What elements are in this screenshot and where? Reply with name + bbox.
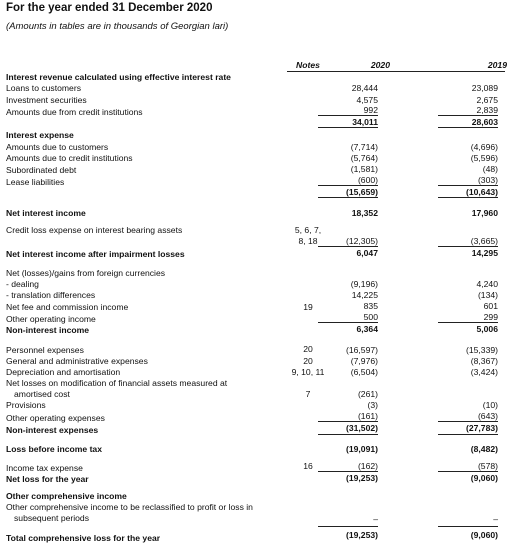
value-2020: 6,047 xyxy=(356,248,378,258)
subtotal-line xyxy=(438,421,498,422)
column-header-2020: 2020 xyxy=(370,60,390,70)
value-2019: 601 xyxy=(483,301,498,311)
row-label: Net interest income after impairment losses xyxy=(6,249,185,259)
value-2019: (4,696) xyxy=(470,142,498,152)
row-label: Depreciation and amortisation xyxy=(6,367,121,377)
note-ref: 9, 10, 11 xyxy=(291,367,325,377)
value-2020: (3) xyxy=(367,400,378,410)
value-2020: 500 xyxy=(363,312,378,322)
value-2019: (8,482) xyxy=(470,444,498,454)
row-label: Subordinated debt xyxy=(6,165,77,175)
value-2020: (7,714) xyxy=(350,142,378,152)
note-ref: 20 xyxy=(303,356,313,366)
value-2019: 23,089 xyxy=(471,83,498,93)
subtotal-line xyxy=(318,246,378,247)
amounts-note: (Amounts in tables are in thousands of Georgian lari) xyxy=(6,21,229,32)
value-2020: (12,305) xyxy=(345,236,378,246)
value-2019: (3,424) xyxy=(470,367,498,377)
subtotal-line xyxy=(438,115,498,116)
value-2019: 17,960 xyxy=(471,208,498,218)
row-label: Other operating income xyxy=(6,314,96,324)
value-2020: (31,502) xyxy=(345,423,378,433)
value-2019: (48) xyxy=(482,164,498,174)
value-2020: 835 xyxy=(363,301,378,311)
value-2020: 14,225 xyxy=(351,290,378,300)
value-2020: 4,575 xyxy=(356,95,378,105)
value-2020: (15,659) xyxy=(345,187,378,197)
value-2020: (6,504) xyxy=(350,367,378,377)
value-2019: (5,596) xyxy=(470,153,498,163)
note-ref: 7 xyxy=(305,389,311,399)
value-2019: (9,060) xyxy=(470,530,498,540)
value-2020: (19,091) xyxy=(345,444,378,454)
value-2019: (15,339) xyxy=(465,345,498,355)
subtotal-line xyxy=(438,185,498,186)
value-2019: (8,367) xyxy=(470,356,498,366)
value-2019: (3,665) xyxy=(470,236,498,246)
value-2020: 18,352 xyxy=(351,208,378,218)
value-2020: 6,364 xyxy=(356,324,378,334)
value-2019: – xyxy=(493,514,498,524)
value-2019: (10) xyxy=(482,400,498,410)
value-2020: (19,253) xyxy=(345,530,378,540)
value-2019: 4,240 xyxy=(476,279,498,289)
row-label: General and administrative expenses xyxy=(6,356,148,366)
row-label: Income tax expense xyxy=(6,463,83,473)
row-label: Other comprehensive income to be reclassified to profit or loss in xyxy=(6,502,253,512)
row-label: - dealing xyxy=(6,279,39,289)
value-2020: (161) xyxy=(357,411,378,421)
value-2020: (9,196) xyxy=(350,279,378,289)
value-2019: 2,675 xyxy=(476,95,498,105)
row-label: - translation differences xyxy=(6,290,96,300)
row-label: subsequent periods xyxy=(14,513,90,523)
header-underline xyxy=(287,71,505,72)
row-label: Other comprehensive income xyxy=(6,491,127,501)
row-label: Personnel expenses xyxy=(6,345,84,355)
statement-title: For the year ended 31 December 2020 xyxy=(6,2,213,14)
value-2020: (1,581) xyxy=(350,164,378,174)
value-2020: 34,011 xyxy=(352,117,378,127)
value-2019: (643) xyxy=(477,411,498,421)
total-line xyxy=(438,127,498,128)
value-2019: 28,603 xyxy=(471,117,498,127)
row-label: Amounts due from credit institutions xyxy=(6,107,143,117)
row-label: Non-interest expenses xyxy=(6,425,99,435)
row-label: Other operating expenses xyxy=(6,413,105,423)
value-2020: (19,253) xyxy=(345,473,378,483)
value-2019: 5,006 xyxy=(476,324,498,334)
row-label: Amounts due to customers xyxy=(6,142,109,152)
value-2019: (303) xyxy=(477,175,498,185)
row-label: Net losses on modification of financial assets measured at xyxy=(6,378,228,388)
row-label: Net fee and commission income xyxy=(6,302,129,312)
value-2020: (7,976) xyxy=(350,356,378,366)
total-line xyxy=(438,434,498,435)
value-2020: (600) xyxy=(357,175,378,185)
column-header-notes: Notes xyxy=(296,60,320,70)
value-2020: – xyxy=(373,514,378,524)
note-ref: 20 xyxy=(303,344,313,354)
row-label: Total comprehensive loss for the year xyxy=(6,533,161,543)
subtotal-line xyxy=(438,322,498,323)
subtotal-line xyxy=(318,115,378,116)
subtotal-line xyxy=(438,526,498,527)
value-2019: (27,783) xyxy=(465,423,498,433)
value-2020: (261) xyxy=(357,389,378,399)
value-2019: (578) xyxy=(477,461,498,471)
row-label: Net (losses)/gains from foreign currencies xyxy=(6,268,166,278)
row-label: Investment securities xyxy=(6,95,87,105)
value-2019: 299 xyxy=(483,312,498,322)
row-label: amortised cost xyxy=(14,389,70,399)
row-label: Non-interest income xyxy=(6,325,90,335)
note-ref: 8, 18 xyxy=(298,236,318,246)
row-label: Net loss for the year xyxy=(6,474,89,484)
total-line xyxy=(318,127,378,128)
value-2020: (16,597) xyxy=(345,345,378,355)
note-ref: 19 xyxy=(303,302,313,312)
row-label: Amounts due to credit institutions xyxy=(6,153,133,163)
total-line xyxy=(438,197,498,198)
value-2019: (134) xyxy=(477,290,498,300)
subtotal-line xyxy=(438,471,498,472)
value-2019: (10,643) xyxy=(465,187,498,197)
row-label: Loans to customers xyxy=(6,83,81,93)
row-label: Provisions xyxy=(6,400,46,410)
value-2020: 992 xyxy=(363,105,378,115)
value-2020: (5,764) xyxy=(350,153,378,163)
subtotal-line xyxy=(318,185,378,186)
value-2019: (9,060) xyxy=(470,473,498,483)
row-label: Interest revenue calculated using effective interest rate xyxy=(6,72,231,82)
row-label: Credit loss expense on interest bearing assets xyxy=(6,225,183,235)
row-label: Interest expense xyxy=(6,130,74,140)
subtotal-line xyxy=(318,421,378,422)
total-line xyxy=(318,434,378,435)
subtotal-line xyxy=(438,246,498,247)
total-line xyxy=(318,197,378,198)
value-2020: (162) xyxy=(357,461,378,471)
column-header-2019: 2019 xyxy=(487,60,507,70)
value-2019: 14,295 xyxy=(471,248,498,258)
note-ref: 5, 6, 7, xyxy=(294,225,322,235)
subtotal-line xyxy=(318,322,378,323)
value-2019: 2,839 xyxy=(476,105,498,115)
row-label: Net interest income xyxy=(6,208,86,218)
note-ref: 16 xyxy=(303,461,313,471)
row-label: Loss before income tax xyxy=(6,444,102,454)
subtotal-line xyxy=(318,526,378,527)
value-2020: 28,444 xyxy=(351,83,378,93)
row-label: Lease liabilities xyxy=(6,177,65,187)
subtotal-line xyxy=(318,471,378,472)
